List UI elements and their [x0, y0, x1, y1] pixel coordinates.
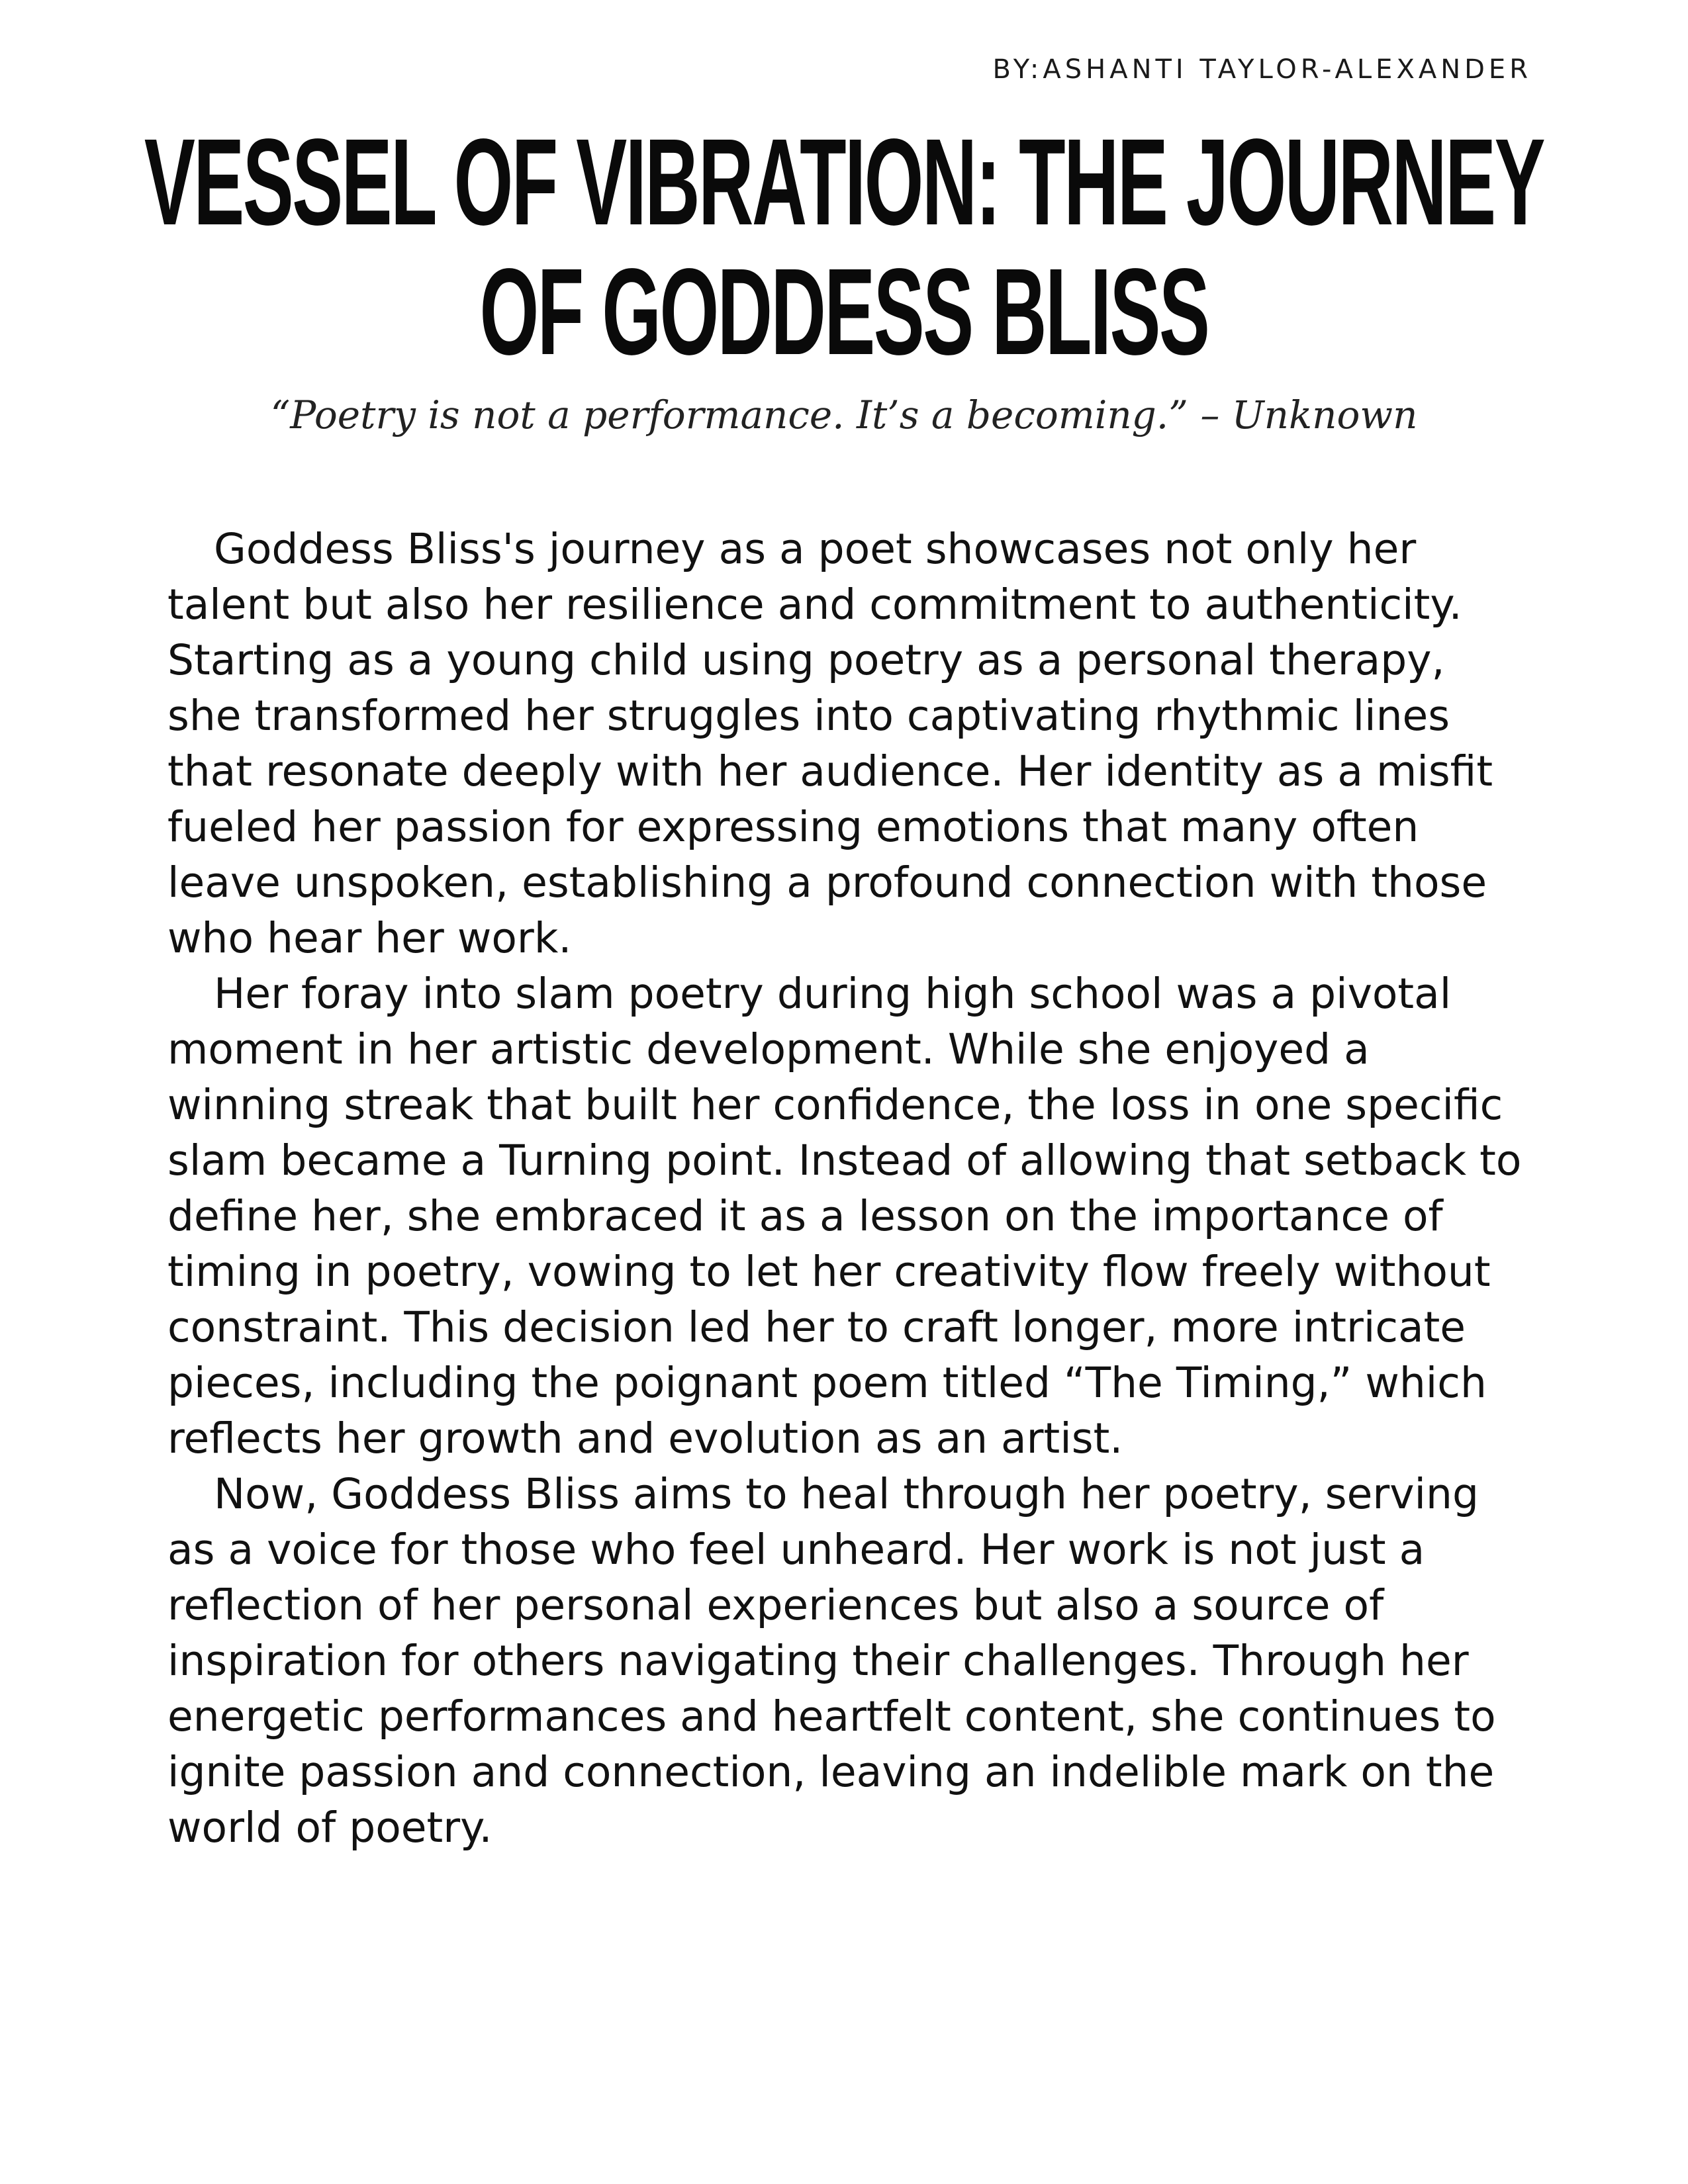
article-title: VESSEL OF VIBRATION: THE JOURNEY OF GODDESS BLISS [144, 114, 1544, 381]
body-paragraph: Now, Goddess Bliss aims to heal through her poetry, serving as a voice for those who feel unheard. Her work is not just a reflection of her personal experiences but also a source of inspiration for others navigating their challenges. Through her energetic performances and heartfelt content, she continues to ignite passion and connection, leaving an indelible mark on the world of poetry. [167, 1470, 1496, 1852]
article-body [167, 522, 1531, 1856]
epigraph-quote: “Poetry is not a performance. It’s a becoming.” – Unknown [270, 392, 1418, 437]
byline: BY:ASHANTI TAYLOR-ALEXANDER [992, 54, 1532, 85]
body-paragraph: Her foray into slam poetry during high school was a pivotal moment in her artistic development. While she enjoyed a winning streak that built her confidence, the loss in one specific slam became a Turning point. Instead of allowing that setback to define her, she embraced it as a lesson on the importance of timing in poetry, vowing to let her creativity flow freely without constraint. This decision led her to craft longer, more intricate pieces, including the poignant poem titled “The Timing,” which reflects her growth and evolution as an artist. [167, 970, 1522, 1463]
body-paragraph: Goddess Bliss's journey as a poet showcases not only her talent but also her resilience and commitment to authenticity. Starting as a young child using poetry as a personal therapy, she transformed her struggles into captivating rhythmic lines that resonate deeply with her audience. Her identity as a misfit fueled her passion for expressing emotions that many often leave unspoken, establishing a profound connection with those who hear her work. [167, 525, 1493, 962]
